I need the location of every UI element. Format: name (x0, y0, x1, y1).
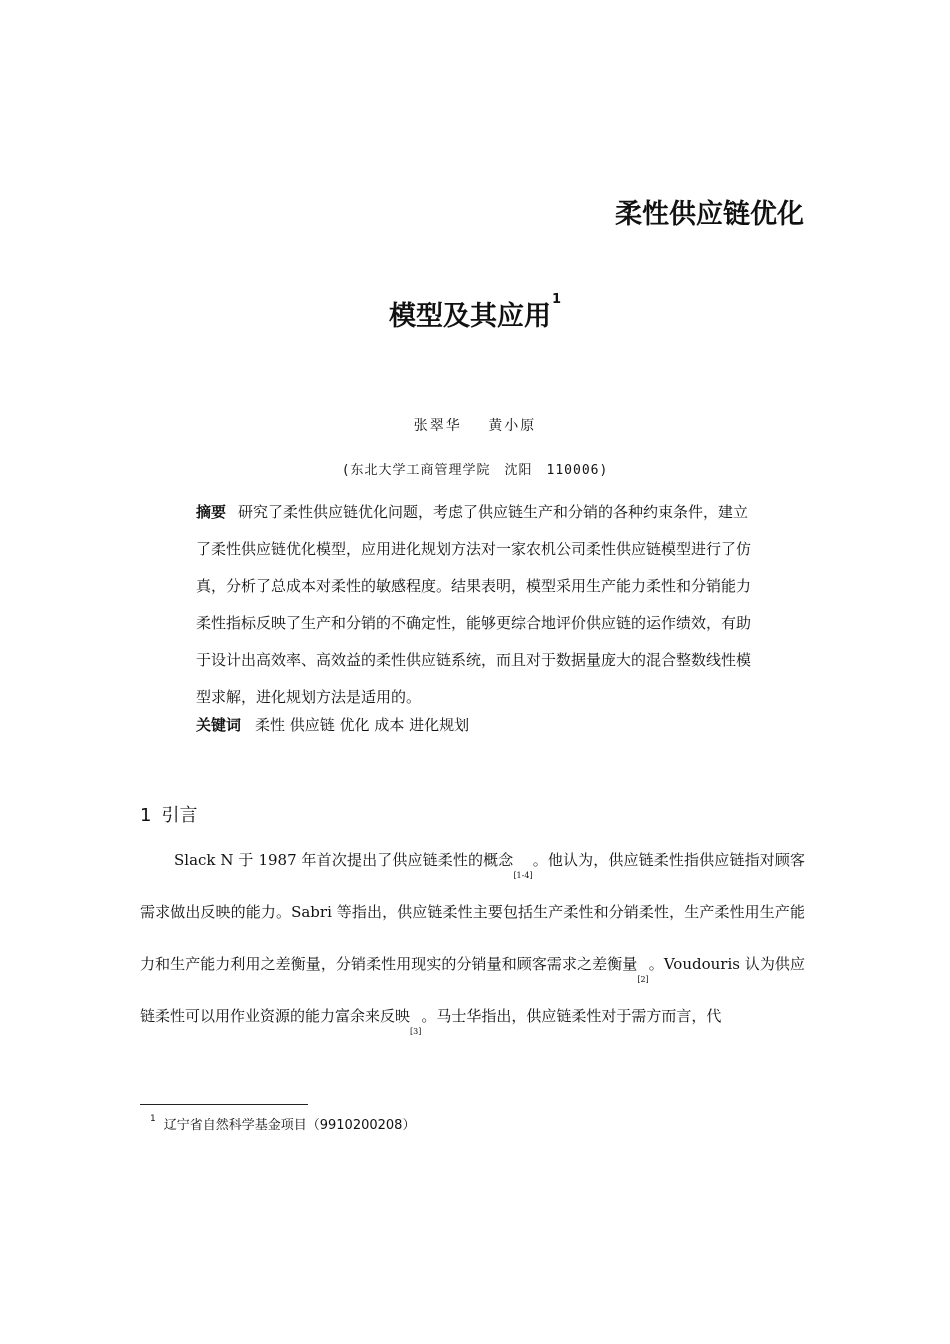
affiliation: (东北大学工商管理学院 沈阳 110006) (341, 463, 609, 478)
section-title: 引言 (161, 805, 198, 826)
abstract-label: 摘要 (196, 503, 227, 521)
authors: 张翠华 黄小原 (413, 418, 537, 434)
citation[interactable]: [3] (410, 1027, 422, 1036)
keywords-label: 关键词 (196, 716, 242, 734)
section-number: 1 (140, 805, 152, 826)
footnote-divider (140, 1104, 308, 1105)
paper-title-line2 (0, 294, 950, 333)
citation[interactable]: [1-4] (513, 871, 533, 880)
body-segment: 。马士华指出，供应链柔性对于需方而言，代 (421, 1007, 722, 1025)
paper-title-text: 模型及其应用 (388, 301, 551, 332)
abstract (196, 494, 756, 716)
footnote (150, 1114, 415, 1133)
section-heading (140, 801, 197, 827)
keywords-text: 柔性 供应链 优化 成本 进化规划 (255, 716, 470, 734)
body-segment: Slack N 于 1987 年首次提出了供应链柔性的概念 (174, 851, 514, 869)
body-text (140, 834, 805, 1042)
citation[interactable]: [2] (637, 975, 649, 984)
title-footnote-mark: 1 (551, 292, 562, 307)
keywords (196, 714, 469, 735)
abstract-text: 研究了柔性供应链优化问题，考虑了供应链生产和分销的各种约束条件，建立了柔性供应链优化模型，应用进化规划方法对一家农机公司柔性供应链模型进行了仿真，分析了总成本对柔性的敏感程度。结果表明，模型采用生产能力柔性和分销能力柔性指标反映了生产和分销的不确定性，能够更综合地评价供应链的运作绩效，有助于设计出高效率、高效益的柔性供应链系统，而且对于数据量庞大的混合整数线性模型求解，进化规划方法是适用的。 (196, 503, 752, 706)
footnote-text: 辽宁省自然科学基金项目（9910200208） (163, 1118, 416, 1133)
footnote-mark: 1 (150, 1114, 156, 1124)
body-segment: 。Voudouris 认为供应链柔性可以用作业资源的能力富余来反映 (140, 955, 805, 1025)
paper-title-line1: 柔性供应链优化 (615, 199, 804, 230)
body-segment: 。他认为，供应链柔性指供应链指对顾客需求做出反映的能力。Sabri 等指出，供应链柔性主要包括生产柔性和分销柔性，生产柔性用生产能力和生产能力利用之差衡量，分销柔性用现实的分销量和顾客需求之差衡量 (140, 851, 805, 973)
paragraph (140, 834, 805, 1042)
